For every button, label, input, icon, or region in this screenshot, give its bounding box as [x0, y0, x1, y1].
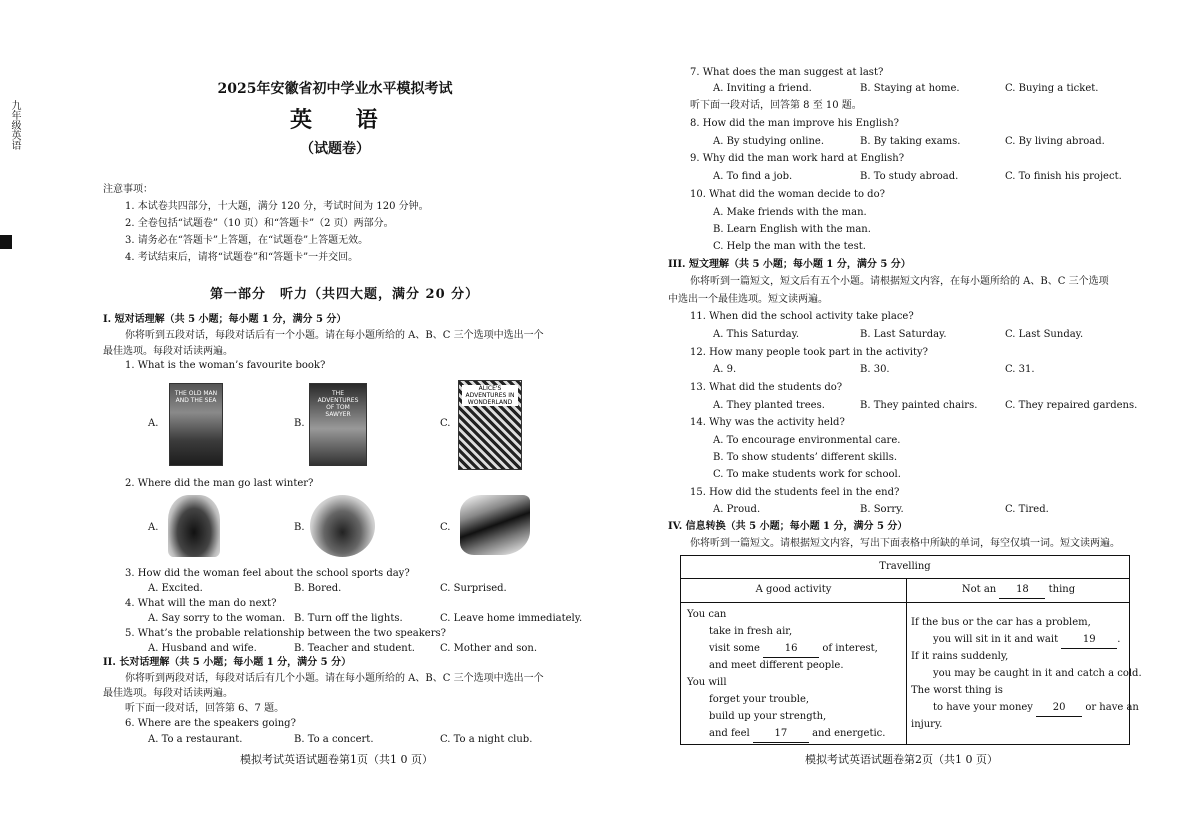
option: B. To study abroad. — [860, 171, 959, 182]
option: C. To finish his project. — [1005, 171, 1122, 182]
option: A. This Saturday. — [713, 329, 800, 340]
answer-blank-19[interactable]: 19 — [1061, 631, 1117, 649]
question-1: 1. What is the woman’s favourite book? — [125, 360, 326, 371]
table-line: injury. — [911, 719, 943, 730]
section2-instruction: 最佳选项。每段对话读两遍。 — [103, 688, 233, 699]
option: A. They planted trees. — [713, 400, 825, 411]
option-letter: A. — [148, 418, 159, 429]
section3-instruction: 中选出一个最佳选项。短文读两遍。 — [668, 294, 828, 305]
option: B. Bored. — [294, 583, 342, 594]
section2-sub-instruction: 听下面一段对话，回答第 6、7 题。 — [125, 703, 285, 714]
question-8: 8. How did the man improve his English? — [690, 118, 900, 129]
answer-blank-17[interactable]: 17 — [753, 725, 809, 743]
page2-footer: 模拟考试英语试题卷第2页（共1 0 页） — [805, 753, 998, 766]
table-line: take in fresh air, — [709, 626, 793, 637]
section3-instruction: 你将听到一篇短文，短文后有五个小题。请根据短文内容，在每小题所给的 A、B、C 三个选项 — [690, 276, 1109, 287]
notice-item: 2. 全卷包括“试题卷”（10 页）和“答题卡”（2 页）两部分。 — [125, 218, 394, 229]
text: of interest, — [822, 643, 878, 654]
exam-subject: 英 语 — [290, 107, 396, 133]
right-column-header — [906, 581, 1131, 599]
option: B. Turn off the lights. — [294, 613, 403, 624]
option: B. Last Saturday. — [860, 329, 947, 340]
table-line: forget your trouble, — [709, 694, 810, 705]
section2-title: II. 长对话理解（共 5 小题；每小题 1 分，满分 5 分） — [103, 657, 352, 668]
notice-item: 4. 考试结束后，请将“试题卷”和“答题卡”一并交回。 — [125, 252, 359, 263]
option-letter: C. — [440, 522, 451, 533]
option: C. 31. — [1005, 364, 1035, 375]
question-10: 10. What did the woman decide to do? — [690, 189, 885, 200]
table-line: build up your strength, — [709, 711, 827, 722]
table-line — [709, 640, 878, 658]
big-ben-image — [168, 495, 220, 557]
text: Not an — [961, 584, 997, 595]
text: . — [1117, 634, 1121, 645]
part1-heading: 第一部分 听力（共四大题，满分 20 分） — [210, 287, 480, 302]
option: C. Buying a ticket. — [1005, 83, 1099, 94]
question-13: 13. What did the students do? — [690, 382, 843, 393]
option: A. To find a job. — [713, 171, 793, 182]
registration-mark — [0, 235, 12, 249]
option: B. Staying at home. — [860, 83, 960, 94]
great-wall-image — [460, 495, 530, 555]
table-title: Travelling — [681, 556, 1129, 579]
option: A. Proud. — [713, 504, 761, 515]
option: C. By living abroad. — [1005, 136, 1105, 147]
question-5: 5. What’s the probable relationship between the two speakers? — [125, 628, 446, 639]
question-3: 3. How did the woman feel about the school sports day? — [125, 568, 410, 579]
option-letter: B. — [294, 522, 305, 533]
left-column-header: A good activity — [755, 584, 832, 595]
table-header-row — [681, 578, 1129, 603]
option: A. To encourage environmental care. — [713, 435, 901, 446]
option: A. Say sorry to the woman. — [148, 613, 286, 624]
text: to have your money — [933, 702, 1033, 713]
text: visit some — [709, 643, 760, 654]
option: B. They painted chairs. — [860, 400, 978, 411]
question-2: 2. Where did the man go last winter? — [125, 478, 314, 489]
section1-title: I. 短对话理解（共 5 小题；每小题 1 分，满分 5 分） — [103, 314, 347, 325]
option: A. Inviting a friend. — [713, 83, 812, 94]
option: A. By studying online. — [713, 136, 825, 147]
text: and feel — [709, 728, 750, 739]
table-line — [933, 699, 1139, 717]
section1-instruction: 你将听到五段对话，每段对话后有一个小题。请在每小题所给的 A、B、C 三个选项中选出一个 — [125, 330, 544, 341]
option: B. Learn English with the man. — [713, 224, 871, 235]
table-line: The worst thing is — [911, 685, 1003, 696]
question-6: 6. Where are the speakers going? — [125, 718, 296, 729]
option: C. To make students work for school. — [713, 469, 901, 480]
option-letter: A. — [148, 522, 159, 533]
option: C. They repaired gardens. — [1005, 400, 1138, 411]
question-11: 11. When did the school activity take place? — [690, 311, 914, 322]
option: A. Excited. — [148, 583, 203, 594]
text: you will sit in it and wait — [933, 634, 1059, 645]
book-cover-image — [169, 383, 223, 466]
option: C. Help the man with the test. — [713, 241, 866, 252]
option-letter: C. — [440, 418, 451, 429]
section4-instruction: 你将听到一篇短文。请根据短文内容，写出下面表格中所缺的单词，每空仅填一词。短文读两遍。 — [690, 538, 1120, 549]
text: and energetic. — [812, 728, 886, 739]
question-12: 12. How many people took part in the activity? — [690, 347, 928, 358]
section3-title: III. 短文理解（共 5 小题；每小题 1 分，满分 5 分） — [668, 259, 911, 270]
option: A. To a restaurant. — [148, 734, 243, 745]
table-line: If it rains suddenly, — [911, 651, 1009, 662]
option: B. Teacher and student. — [294, 643, 415, 654]
table-line: You can — [687, 609, 727, 620]
notice-item: 1. 本试卷共四部分，十大题，满分 120 分，考试时间为 120 分钟。 — [125, 201, 429, 212]
option: C. Tired. — [1005, 504, 1049, 515]
question-14: 14. Why was the activity held? — [690, 417, 845, 428]
option: A. Make friends with the man. — [713, 207, 867, 218]
text: or have an — [1085, 702, 1139, 713]
question-9: 9. Why did the man work hard at English? — [690, 153, 905, 164]
question-4: 4. What will the man do next? — [125, 598, 277, 609]
book-title: ALICE'S ADVENTURES IN WONDERLAND — [462, 385, 518, 406]
text: thing — [1048, 584, 1076, 595]
option: A. 9. — [713, 364, 737, 375]
option: B. Sorry. — [860, 504, 904, 515]
option: B. 30. — [860, 364, 890, 375]
answer-blank-16[interactable]: 16 — [763, 640, 819, 658]
table-line: and meet different people. — [709, 660, 844, 671]
table-line — [933, 631, 1120, 649]
table-line — [709, 725, 885, 743]
info-table — [680, 555, 1142, 745]
option: B. By taking exams. — [860, 136, 961, 147]
section2-instruction: 你将听到两段对话，每段对话后有几个小题。请在每小题所给的 A、B、C 三个选项中选出一个 — [125, 673, 544, 684]
option: A. Husband and wife. — [148, 643, 257, 654]
answer-blank-18[interactable]: 18 — [999, 581, 1045, 599]
answer-blank-20[interactable]: 20 — [1036, 699, 1082, 717]
option: C. Leave home immediately. — [440, 613, 583, 624]
section1-instruction: 最佳选项。每段对话读两遍。 — [103, 346, 233, 357]
option-letter: B. — [294, 418, 305, 429]
book-cover-image — [309, 383, 367, 466]
page1-footer: 模拟考试英语试题卷第1页（共1 0 页） — [240, 753, 433, 766]
section4-title: IV. 信息转换（共 5 小题；每小题 1 分，满分 5 分） — [668, 521, 908, 532]
section2-sub-instruction: 听下面一段对话，回答第 8 至 10 题。 — [690, 100, 862, 111]
table-line: you may be caught in it and catch a cold. — [933, 668, 1142, 679]
book-cover-image — [458, 380, 522, 470]
book-title: THE OLD MAN AND THE SEA — [174, 390, 218, 404]
option: C. Mother and son. — [440, 643, 538, 654]
option: C. To a night club. — [440, 734, 533, 745]
exam-subtitle: （试题卷） — [300, 141, 370, 157]
option: C. Surprised. — [440, 583, 507, 594]
notice-item: 3. 请务必在“答题卡”上答题，在“试题卷”上答题无效。 — [125, 235, 369, 246]
option: B. To show students’ different skills. — [713, 452, 898, 463]
table-divider — [906, 578, 907, 744]
exam-title: 2025年安徽省初中学业水平模拟考试 — [217, 81, 453, 97]
eiffel-tower-image — [310, 495, 375, 557]
notice-title: 注意事项： — [103, 184, 153, 195]
table-line: You will — [687, 677, 727, 688]
question-15: 15. How did the students feel in the end? — [690, 487, 900, 498]
question-7: 7. What does the man suggest at last? — [690, 67, 884, 78]
option: B. To a concert. — [294, 734, 374, 745]
side-label: 九年级英语 — [9, 100, 20, 150]
table-line: If the bus or the car has a problem, — [911, 617, 1091, 628]
option: C. Last Sunday. — [1005, 329, 1084, 340]
book-title: THE ADVENTURES OF TOM SAWYER — [317, 390, 359, 418]
